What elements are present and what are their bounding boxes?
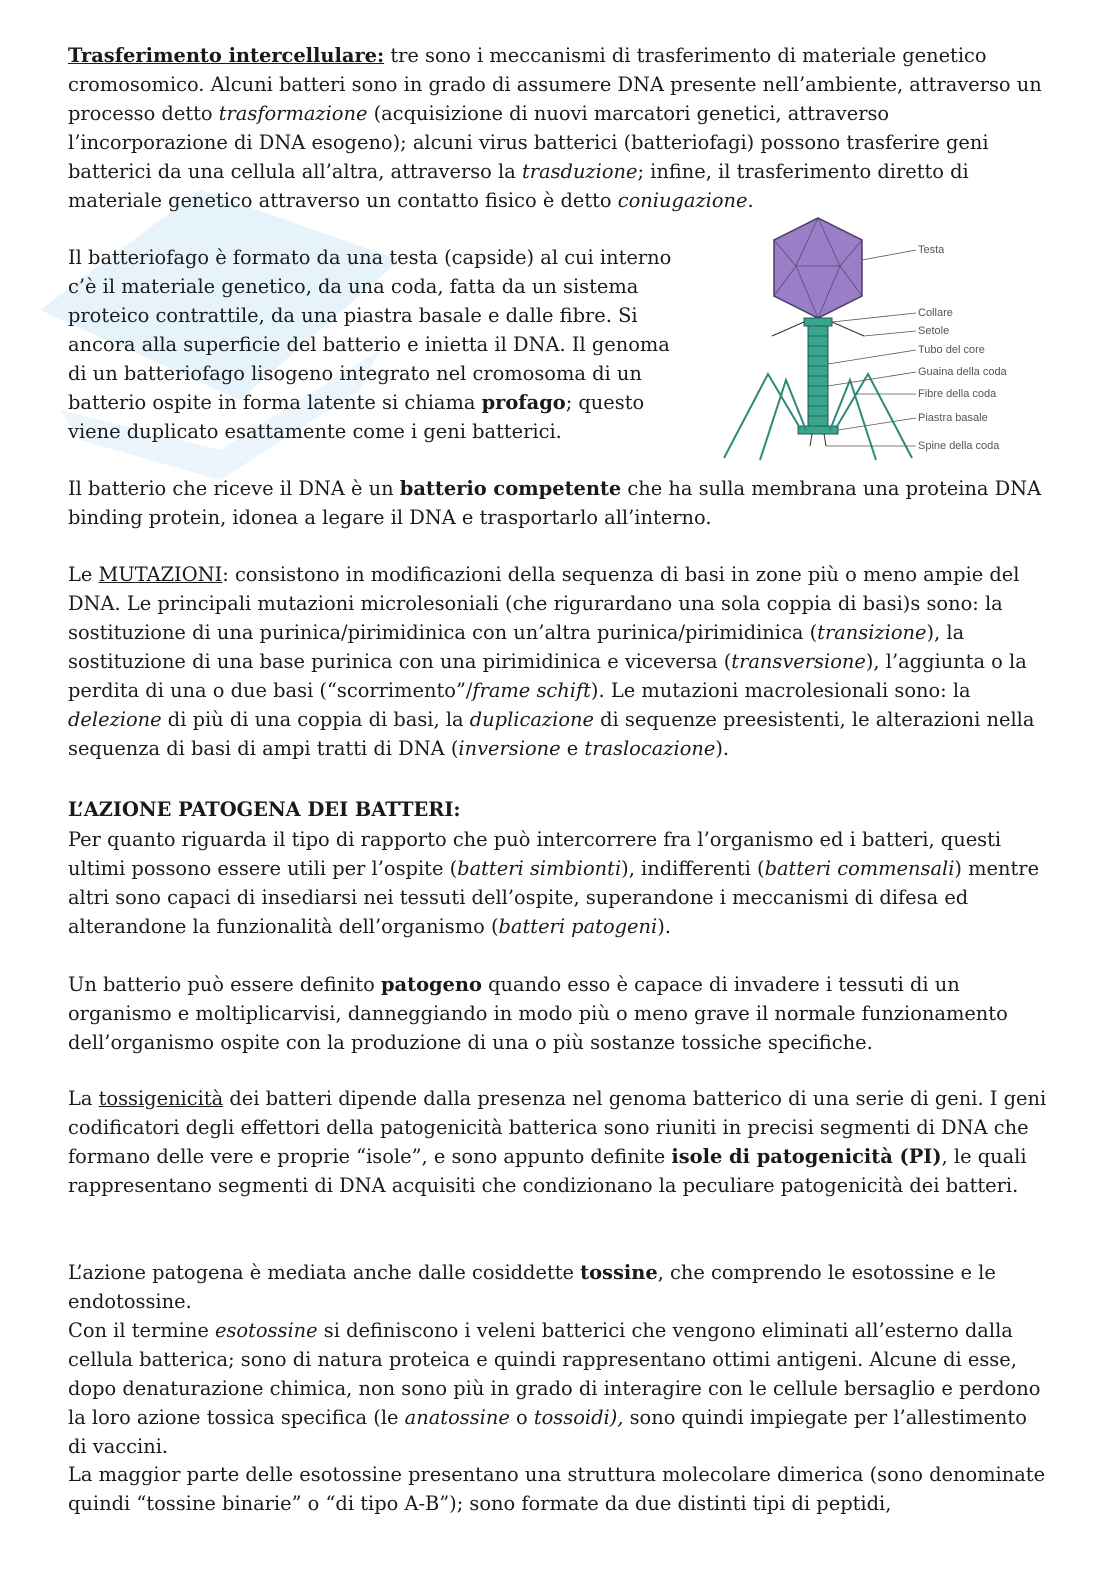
phage-collar [804, 318, 832, 326]
text-run: Il batteriofago è formato da una testa (capside) al cui interno c’è il materiale genetico, da una coda, fatta da un sistema proteico contrattile, da una piastra basale e dalle fibre. Si ancora alla superficie del batterio e inietta il DNA. Il genoma di un batteriofago lisogeno integrato nel cromosoma di un batterio ospite in forma latente si chiama [68, 246, 672, 414]
text-run: e [560, 737, 585, 760]
text-run: Con il termine [68, 1319, 215, 1342]
text-run: tre sono i meccanismi di trasferimento di materiale genetico cromosomico. Alcuni batteri sono in grado di assumere DNA presente nell’ambiente, attraverso un processo detto [68, 44, 1042, 125]
paragraph-intercellular-transfer [68, 41, 1048, 215]
text-run: di sequenze preesistenti, le alterazioni nella sequenza di basi di ampi tratti di DNA ( [68, 708, 1035, 760]
text-run: ). [657, 915, 671, 938]
text-run: : consistono in modificazioni della sequenza di basi in zone più o meno ampie del DNA. Le principali mutazioni microlesoniali (che rigurardano una sola coppia di basi)s sono: la sostituzione di una purinica/pirimidinica con un’altra purinica/pirimidinica ( [68, 563, 1020, 644]
label-base-plate: Piastra basale [918, 412, 988, 424]
label-bristles: Setole [918, 325, 950, 337]
text-run: Il batterio che riceve il DNA è un [68, 477, 400, 500]
text-run: batteri simbionti [457, 857, 622, 880]
text-run: dei batteri dipende dalla presenza nel genoma batterico di una serie di geni. I geni codificatori degli effettori della patogenicità batterica sono riuniti in precisi segmenti di DNA che formano delle vere e proprie “isole”, e sono appunto definite [68, 1087, 1047, 1168]
text-run: transizione [817, 621, 927, 644]
text-run: isole di patogenicità (PI) [671, 1145, 942, 1168]
text-run: batteri commensali [764, 857, 955, 880]
text-run: ), l’aggiunta o la perdita di una o due basi (“scorrimento”/ [68, 650, 1027, 702]
paragraph-toxigenicity [68, 1084, 1048, 1200]
text-run: si definiscono i veleni batterici che vengono eliminati all’esterno dalla cellula batterica; sono di natura proteica e quindi rappresentano ottimi antigeni. Alcune di esse, dopo denaturazione chimica, non sono più in grado di interagire con le cellule bersaglio e perdono la loro azione tossica specifica (le [68, 1319, 1041, 1429]
text-run: anatossine [404, 1406, 510, 1429]
paragraph-exotoxins [68, 1316, 1048, 1461]
text-run: ). Le mutazioni macrolesionali sono: la [590, 679, 971, 702]
text-run: ; infine, il trasferimento diretto di materiale genetico attraverso un contatto fisico è detto [68, 160, 969, 212]
text-run: batterio competente [399, 477, 622, 500]
text-run: profago [481, 391, 566, 414]
text-run: La maggior parte delle esotossine presentano una struttura molecolare dimerica (sono denominate quindi “tossine binarie” o “di tipo A-B”); sono formate da due distinti tipi di peptidi, [68, 1463, 1046, 1515]
text-run: ). [715, 737, 730, 760]
paragraph-toxins [68, 1258, 1048, 1316]
text-run: quando esso è capace di invadere i tessuti di un organismo e moltiplicarvisi, danneggiando in modo più o meno grave il normale funzionamento dell’organismo ospite con la produzione di una o più sostanze tossiche specifiche. [68, 973, 1008, 1054]
text-run: tossine [580, 1261, 658, 1284]
text-run: MUTAZIONI [98, 563, 223, 586]
text-run: ), indifferenti ( [621, 857, 765, 880]
text-run: Le [68, 563, 99, 586]
text-run: ; questo viene duplicato esattamente come i geni batterici. [68, 391, 645, 443]
bacteriophage-diagram [716, 214, 1046, 464]
paragraph-pathogen-definition [68, 970, 1048, 1057]
text-run: traslocazione [584, 737, 716, 760]
section-title: L’AZIONE PATOGENA DEI BATTERI: [68, 798, 461, 821]
text-run: , che comprendo le esotossine e le endotossine. [68, 1261, 996, 1313]
text-run: trasduzione [521, 160, 638, 183]
text-run: tossigenicità [98, 1087, 224, 1110]
text-run: inversione [458, 737, 561, 760]
text-run: sono quindi impiegate per l’allestimento di vaccini. [68, 1406, 1027, 1458]
paragraph-host-relationship [68, 825, 1048, 941]
text-run: Per quanto riguarda il tipo di rapporto che può intercorrere fra l’organismo ed i batteri, questi ultimi possono essere utili per l’ospite ( [68, 828, 1002, 880]
paragraph-competent-bacterium [68, 474, 1048, 532]
text-run: Un batterio può essere definito [68, 973, 381, 996]
text-run: coniugazione [617, 189, 748, 212]
label-tail-sheath: Guaina della coda [918, 366, 1007, 378]
text-run: delezione [68, 708, 162, 731]
paragraph-dimeric-structure [68, 1460, 1048, 1518]
text-run: L’azione patogena è mediata anche dalle cosiddette [68, 1261, 581, 1284]
text-run: ), la sostituzione di una base purinica con una pirimidinica e viceversa ( [68, 621, 965, 673]
label-core-tube: Tubo del core [918, 344, 985, 356]
text-run: duplicazione [469, 708, 594, 731]
phage-tail-sheath [808, 326, 828, 426]
label-collar: Collare [918, 307, 953, 319]
text-run: trasformazione [218, 102, 368, 125]
text-run: ) mentre altri sono capaci di insediarsi nei tessuti dell’ospite, superandone i meccanismi di difesa ed alterandone la funzionalità dell’organismo ( [68, 857, 1040, 938]
text-run: patogeno [380, 973, 482, 996]
text-run: La [68, 1087, 99, 1110]
text-run: transversione [731, 650, 866, 673]
text-run: tossoidi), [533, 1406, 624, 1429]
paragraph-heading: Trasferimento intercellulare: [68, 44, 385, 67]
paragraph-bacteriophage [68, 243, 680, 446]
text-run: . [747, 189, 754, 212]
paragraph-mutations [68, 560, 1048, 763]
text-run: batteri patogeni [498, 915, 658, 938]
text-run: che ha sulla membrana una proteina DNA binding protein, idonea a legare il DNA e trasportarlo all’interno. [68, 477, 1042, 529]
phage-head [774, 218, 862, 318]
label-head: Testa [918, 244, 945, 256]
text-run: (acquisizione di nuovi marcatori genetici, attraverso l’incorporazione di DNA esogeno); alcuni virus batterici (batteriofagi) possono trasferire geni batterici da una cellula all’altra, attraverso la [68, 102, 989, 183]
text-run: , le quali rappresentano segmenti di DNA acquisiti che condizionano la peculiare patogenicità dei batteri. [68, 1145, 1027, 1197]
text-run: o [509, 1406, 534, 1429]
label-tail-fibers: Fibre della coda [918, 388, 997, 400]
text-run: frame schift [472, 679, 591, 702]
text-run: di più di una coppia di basi, la [161, 708, 470, 731]
label-tail-spines: Spine della coda [918, 440, 1000, 452]
text-run: esotossine [214, 1319, 318, 1342]
